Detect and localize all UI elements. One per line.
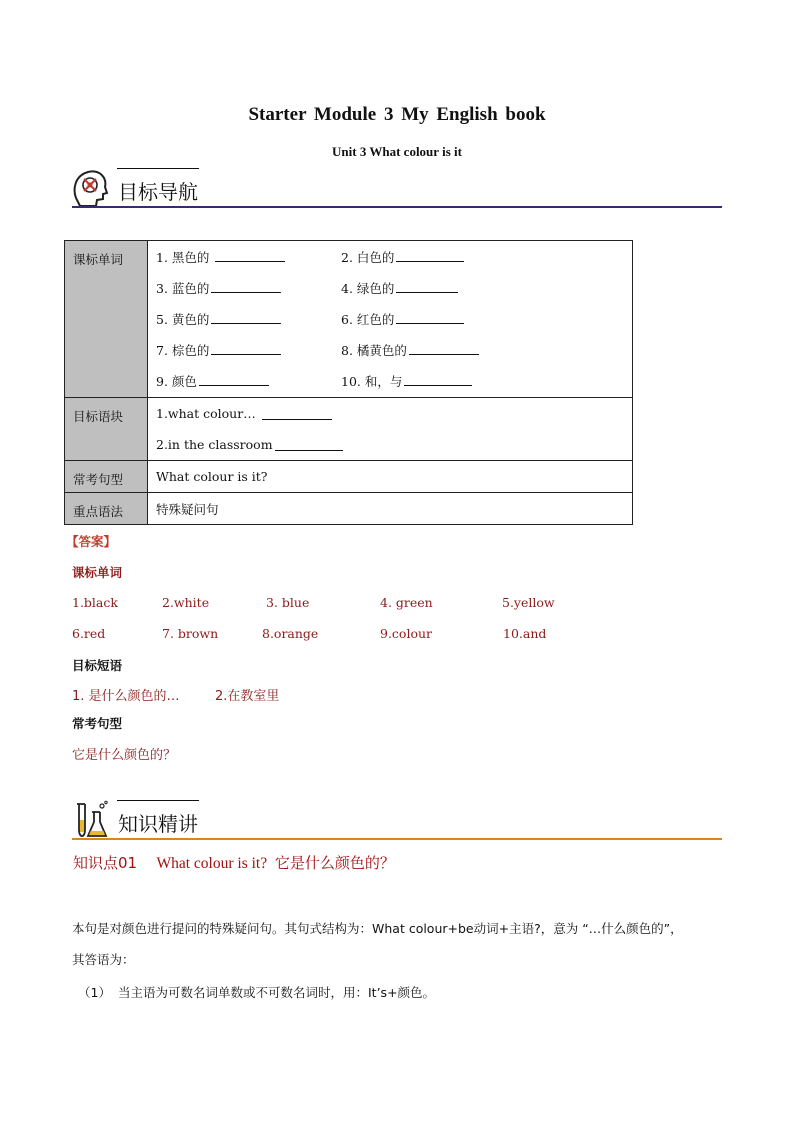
explanation-line: 其答语为： bbox=[72, 952, 135, 967]
answer-word: 6.red bbox=[72, 626, 106, 641]
answer-blank[interactable] bbox=[275, 439, 343, 451]
answer-blank[interactable] bbox=[409, 343, 479, 355]
vocab-item: 4. 绿色的 bbox=[341, 280, 395, 296]
answer-word: 5.yellow bbox=[502, 595, 555, 610]
list-number: （1） bbox=[78, 985, 111, 1000]
section-divider bbox=[72, 838, 722, 840]
vocab-cell bbox=[148, 241, 633, 398]
answer-word: 3. blue bbox=[266, 595, 310, 610]
vocab-item: 8. 橘黄色的 bbox=[341, 342, 407, 358]
answer-label: 【答案】 bbox=[66, 534, 117, 549]
vocab-item: 5. 黄色的 bbox=[156, 311, 210, 327]
vocab-item: 7. 棕色的 bbox=[156, 342, 210, 358]
chunk-item: 1.what colour… bbox=[156, 406, 256, 421]
answer-blank[interactable] bbox=[404, 374, 472, 386]
grammar-cell bbox=[148, 493, 633, 525]
knowledge-point-chinese: 它是什么颜色的？ bbox=[274, 854, 395, 872]
answer-phrase: 2.在教室里 bbox=[215, 689, 280, 704]
section-overline bbox=[117, 168, 199, 169]
section-overline bbox=[117, 800, 199, 801]
grammar-text: 特殊疑问句 bbox=[156, 501, 219, 517]
knowledge-point-english: What colour is it? bbox=[156, 855, 268, 872]
vocab-item: 1. 黑色的 bbox=[156, 249, 210, 265]
answer-phrase-label: 目标短语 bbox=[72, 658, 123, 673]
vocab-item: 6. 红色的 bbox=[341, 311, 395, 327]
chunk-cell bbox=[148, 398, 633, 461]
section-header-knowledge bbox=[72, 800, 722, 842]
vocab-item: 2. 白色的 bbox=[341, 249, 395, 265]
answer-blank[interactable] bbox=[396, 250, 464, 262]
answer-blank[interactable] bbox=[396, 281, 458, 293]
vocab-item: 10. 和，与 bbox=[341, 373, 403, 389]
grammar-header: 重点语法 bbox=[65, 493, 148, 525]
section-divider bbox=[72, 206, 722, 208]
answer-blank[interactable] bbox=[262, 408, 332, 420]
answer-blank[interactable] bbox=[211, 312, 281, 324]
answer-sentence-label: 常考句型 bbox=[72, 716, 123, 731]
section-header-goals bbox=[72, 168, 722, 210]
answer-word: 10.and bbox=[503, 626, 547, 641]
list-item-text: 当主语为可数名词单数或不可数名词时，用：It’s+颜色。 bbox=[118, 985, 436, 1000]
section-title: 知识精讲 bbox=[118, 812, 198, 836]
vocab-item: 9. 颜色 bbox=[156, 373, 197, 389]
page-title: Starter Module 3 My English book bbox=[248, 104, 546, 125]
answer-blank[interactable] bbox=[211, 281, 281, 293]
sentence-cell bbox=[148, 461, 633, 493]
page-subtitle: Unit 3 What colour is it bbox=[332, 144, 462, 159]
answer-word: 8.orange bbox=[262, 626, 319, 641]
answer-word: 7. brown bbox=[162, 626, 219, 641]
answer-blank[interactable] bbox=[211, 343, 281, 355]
section-title: 目标导航 bbox=[118, 180, 198, 204]
vocab-item: 3. 蓝色的 bbox=[156, 280, 210, 296]
answer-blank[interactable] bbox=[199, 374, 269, 386]
answer-blank[interactable] bbox=[396, 312, 464, 324]
sentence-header: 常考句型 bbox=[65, 461, 148, 493]
goals-table bbox=[64, 240, 633, 525]
chunk-item: 2.in the classroom bbox=[156, 437, 273, 452]
answer-word: 4. green bbox=[380, 595, 433, 610]
knowledge-point-number: 知识点01 bbox=[73, 854, 138, 872]
sentence-text: What colour is it? bbox=[156, 469, 268, 484]
answer-word: 1.black bbox=[72, 595, 118, 610]
answer-sentence: 它是什么颜色的？ bbox=[72, 748, 177, 763]
answer-word: 2.white bbox=[162, 595, 210, 610]
answer-blank[interactable] bbox=[215, 250, 285, 262]
answer-vocab-label: 课标单词 bbox=[72, 565, 123, 580]
brain-head-icon bbox=[72, 168, 108, 208]
lab-flask-icon bbox=[72, 800, 108, 840]
answer-word: 9.colour bbox=[380, 626, 433, 641]
vocab-header: 课标单词 bbox=[65, 241, 148, 398]
knowledge-point-heading bbox=[73, 852, 395, 873]
explanation-line: 本句是对颜色进行提问的特殊疑问句。其句式结构为：What colour+be动词+主语?，意为 “…什么颜色的”， bbox=[72, 921, 683, 936]
answer-phrase: 1. 是什么颜色的… bbox=[72, 689, 180, 704]
chunk-header: 目标语块 bbox=[65, 398, 148, 461]
